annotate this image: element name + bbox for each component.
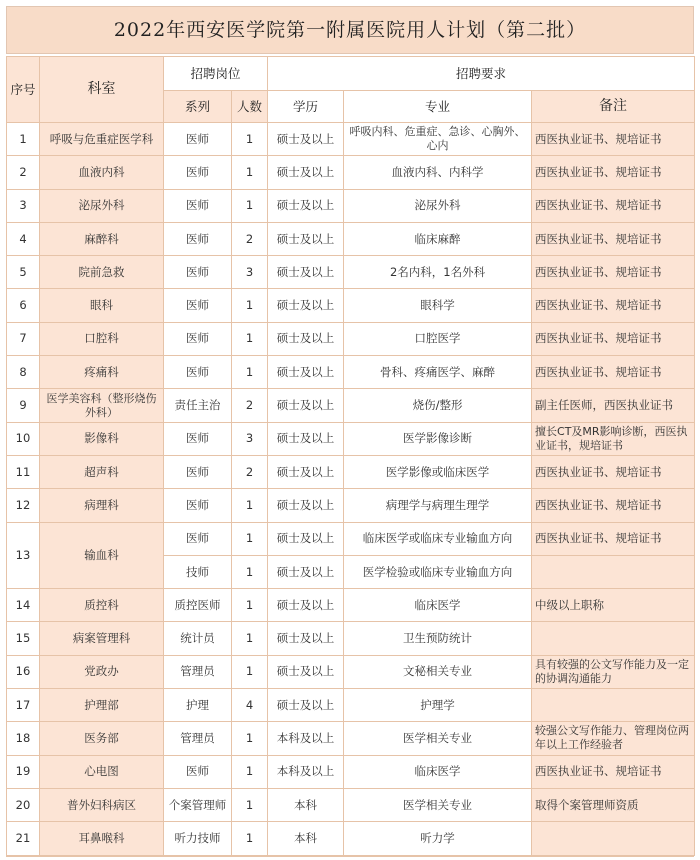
cell-education: 本科及以上 (268, 722, 344, 755)
cell-series: 医师 (164, 189, 232, 222)
cell-dept: 影像科 (40, 422, 164, 455)
cell-education: 本科 (268, 822, 344, 855)
cell-series: 医师 (164, 322, 232, 355)
cell-major: 临床医学 (344, 755, 532, 788)
cell-no: 13 (7, 522, 40, 589)
cell-dept: 眼科 (40, 289, 164, 322)
cell-dept: 呼吸与危重症医学科 (40, 123, 164, 156)
cell-series: 医师 (164, 156, 232, 189)
cell-no: 10 (7, 422, 40, 455)
cell-dept: 普外妇科病区 (40, 788, 164, 821)
cell-dept: 质控科 (40, 589, 164, 622)
cell-no: 11 (7, 455, 40, 488)
cell-series: 管理员 (164, 655, 232, 688)
cell-major: 临床医学 (344, 589, 532, 622)
table-row (7, 256, 695, 289)
table-row (7, 222, 695, 255)
cell-remark: 取得个案管理师资质 (532, 788, 695, 821)
cell-count: 1 (232, 289, 268, 322)
cell-remark: 西医执业证书、规培证书 (532, 356, 695, 389)
table-row (7, 788, 695, 821)
cell-series: 技师 (164, 555, 232, 588)
cell-series: 个案管理师 (164, 788, 232, 821)
cell-count: 3 (232, 256, 268, 289)
cell-major: 2名内科，1名外科 (344, 256, 532, 289)
cell-dept: 党政办 (40, 655, 164, 688)
cell-no: 12 (7, 489, 40, 522)
cell-dept: 心电图 (40, 755, 164, 788)
cell-dept: 口腔科 (40, 322, 164, 355)
table-row (7, 722, 695, 755)
cell-count: 2 (232, 389, 268, 422)
cell-series: 医师 (164, 256, 232, 289)
cell-count: 1 (232, 522, 268, 555)
cell-major: 卫生预防统计 (344, 622, 532, 655)
cell-remark: 西医执业证书、规培证书 (532, 256, 695, 289)
cell-major: 医学相关专业 (344, 788, 532, 821)
table-row (7, 689, 695, 722)
cell-series: 听力技师 (164, 822, 232, 855)
cell-dept: 超声科 (40, 455, 164, 488)
header-dept: 科室 (40, 57, 164, 123)
cell-count: 1 (232, 123, 268, 156)
cell-series: 管理员 (164, 722, 232, 755)
table-row (7, 822, 695, 855)
cell-education: 硕士及以上 (268, 655, 344, 688)
cell-education: 硕士及以上 (268, 389, 344, 422)
header-series: 系列 (164, 91, 232, 123)
cell-count: 1 (232, 622, 268, 655)
cell-dept: 护理部 (40, 689, 164, 722)
table-row (7, 389, 695, 422)
cell-remark (532, 555, 695, 588)
cell-major: 口腔医学 (344, 322, 532, 355)
cell-no: 21 (7, 822, 40, 855)
page-title: 2022年西安医学院第一附属医院用人计划（第二批） (6, 6, 694, 54)
cell-dept: 病案管理科 (40, 622, 164, 655)
cell-remark: 擅长CT及MR影响诊断，西医执业证书，规培证书 (532, 422, 695, 455)
header-no: 序号 (7, 57, 40, 123)
cell-count: 3 (232, 422, 268, 455)
cell-major: 医学影像诊断 (344, 422, 532, 455)
cell-count: 1 (232, 722, 268, 755)
cell-no: 2 (7, 156, 40, 189)
cell-dept: 医学美容科（整形烧伤外科） (40, 389, 164, 422)
cell-series: 责任主治 (164, 389, 232, 422)
cell-no: 6 (7, 289, 40, 322)
cell-count: 1 (232, 189, 268, 222)
cell-education: 硕士及以上 (268, 156, 344, 189)
cell-series: 统计员 (164, 622, 232, 655)
cell-major: 护理学 (344, 689, 532, 722)
header-position-group: 招聘岗位 (164, 57, 268, 91)
cell-no: 14 (7, 589, 40, 622)
cell-remark: 具有较强的公文写作能力及一定的协调沟通能力 (532, 655, 695, 688)
cell-count: 1 (232, 822, 268, 855)
cell-remark: 西医执业证书、规培证书 (532, 489, 695, 522)
cell-major: 临床医学或临床专业输血方向 (344, 522, 532, 555)
cell-count: 1 (232, 755, 268, 788)
table-row (7, 422, 695, 455)
table-row (7, 356, 695, 389)
cell-major: 血液内科、内科学 (344, 156, 532, 189)
table-row (7, 455, 695, 488)
cell-education: 硕士及以上 (268, 322, 344, 355)
cell-education: 硕士及以上 (268, 489, 344, 522)
cell-count: 1 (232, 356, 268, 389)
table-bottom-border (6, 856, 694, 857)
header-education: 学历 (268, 91, 344, 123)
cell-series: 护理 (164, 689, 232, 722)
cell-series: 质控医师 (164, 589, 232, 622)
cell-no: 20 (7, 788, 40, 821)
table-row (7, 123, 695, 156)
table-row (7, 522, 695, 555)
cell-major: 骨科、疼痛医学、麻醉 (344, 356, 532, 389)
cell-dept: 耳鼻喉科 (40, 822, 164, 855)
cell-dept: 输血科 (40, 522, 164, 589)
table-row (7, 156, 695, 189)
cell-count: 1 (232, 555, 268, 588)
cell-remark: 西医执业证书、规培证书 (532, 189, 695, 222)
cell-dept: 病理科 (40, 489, 164, 522)
table-row (7, 189, 695, 222)
cell-count: 1 (232, 489, 268, 522)
cell-dept: 泌尿外科 (40, 189, 164, 222)
cell-education: 硕士及以上 (268, 123, 344, 156)
recruitment-table (6, 56, 695, 856)
cell-major: 呼吸内科、危重症、急诊、心胸外、心内 (344, 123, 532, 156)
cell-major: 泌尿外科 (344, 189, 532, 222)
cell-no: 4 (7, 222, 40, 255)
cell-count: 1 (232, 156, 268, 189)
cell-series: 医师 (164, 455, 232, 488)
cell-remark: 西医执业证书、规培证书 (532, 322, 695, 355)
header-requirement-group: 招聘要求 (268, 57, 695, 91)
cell-major: 医学检验或临床专业输血方向 (344, 555, 532, 588)
cell-dept: 血液内科 (40, 156, 164, 189)
cell-major: 临床麻醉 (344, 222, 532, 255)
cell-education: 本科及以上 (268, 755, 344, 788)
cell-education: 硕士及以上 (268, 622, 344, 655)
cell-major: 烧伤/整形 (344, 389, 532, 422)
cell-count: 2 (232, 455, 268, 488)
cell-education: 硕士及以上 (268, 289, 344, 322)
cell-education: 硕士及以上 (268, 455, 344, 488)
cell-remark: 西医执业证书、规培证书 (532, 755, 695, 788)
cell-major: 医学相关专业 (344, 722, 532, 755)
cell-education: 硕士及以上 (268, 522, 344, 555)
cell-remark: 副主任医师，西医执业证书 (532, 389, 695, 422)
cell-dept: 疼痛科 (40, 356, 164, 389)
cell-remark: 较强公文写作能力、管理岗位两年以上工作经验者 (532, 722, 695, 755)
cell-series: 医师 (164, 489, 232, 522)
cell-series: 医师 (164, 222, 232, 255)
table-row (7, 489, 695, 522)
cell-remark: 西医执业证书、规培证书 (532, 522, 695, 555)
cell-remark (532, 689, 695, 722)
cell-remark: 西医执业证书、规培证书 (532, 455, 695, 488)
cell-dept: 院前急救 (40, 256, 164, 289)
cell-education: 硕士及以上 (268, 689, 344, 722)
table-row (7, 755, 695, 788)
cell-count: 1 (232, 788, 268, 821)
table-row (7, 322, 695, 355)
cell-count: 4 (232, 689, 268, 722)
cell-dept: 麻醉科 (40, 222, 164, 255)
cell-dept: 医务部 (40, 722, 164, 755)
cell-education: 硕士及以上 (268, 589, 344, 622)
table-row (7, 655, 695, 688)
cell-count: 2 (232, 222, 268, 255)
cell-major: 听力学 (344, 822, 532, 855)
cell-education: 硕士及以上 (268, 356, 344, 389)
cell-count: 1 (232, 655, 268, 688)
cell-series: 医师 (164, 123, 232, 156)
cell-no: 16 (7, 655, 40, 688)
cell-no: 18 (7, 722, 40, 755)
cell-series: 医师 (164, 422, 232, 455)
cell-remark: 西医执业证书、规培证书 (532, 289, 695, 322)
cell-no: 7 (7, 322, 40, 355)
cell-education: 硕士及以上 (268, 422, 344, 455)
cell-major: 文秘相关专业 (344, 655, 532, 688)
cell-education: 硕士及以上 (268, 256, 344, 289)
cell-no: 15 (7, 622, 40, 655)
cell-remark: 西医执业证书、规培证书 (532, 156, 695, 189)
cell-no: 19 (7, 755, 40, 788)
cell-no: 9 (7, 389, 40, 422)
cell-count: 1 (232, 589, 268, 622)
cell-major: 病理学与病理生理学 (344, 489, 532, 522)
cell-series: 医师 (164, 522, 232, 555)
header-count: 人数 (232, 91, 268, 123)
header-major: 专业 (344, 91, 532, 123)
cell-no: 3 (7, 189, 40, 222)
cell-no: 8 (7, 356, 40, 389)
cell-series: 医师 (164, 755, 232, 788)
cell-remark: 西医执业证书、规培证书 (532, 123, 695, 156)
cell-count: 1 (232, 322, 268, 355)
table-row (7, 289, 695, 322)
cell-major: 医学影像或临床医学 (344, 455, 532, 488)
cell-remark (532, 822, 695, 855)
table-row (7, 589, 695, 622)
cell-remark (532, 622, 695, 655)
cell-education: 硕士及以上 (268, 555, 344, 588)
cell-education: 硕士及以上 (268, 189, 344, 222)
cell-education: 本科 (268, 788, 344, 821)
cell-major: 眼科学 (344, 289, 532, 322)
cell-series: 医师 (164, 356, 232, 389)
cell-no: 17 (7, 689, 40, 722)
cell-no: 5 (7, 256, 40, 289)
header-remark: 备注 (532, 91, 695, 123)
cell-education: 硕士及以上 (268, 222, 344, 255)
cell-no: 1 (7, 123, 40, 156)
cell-series: 医师 (164, 289, 232, 322)
cell-remark: 中级以上职称 (532, 589, 695, 622)
cell-remark: 西医执业证书、规培证书 (532, 222, 695, 255)
table-row (7, 622, 695, 655)
